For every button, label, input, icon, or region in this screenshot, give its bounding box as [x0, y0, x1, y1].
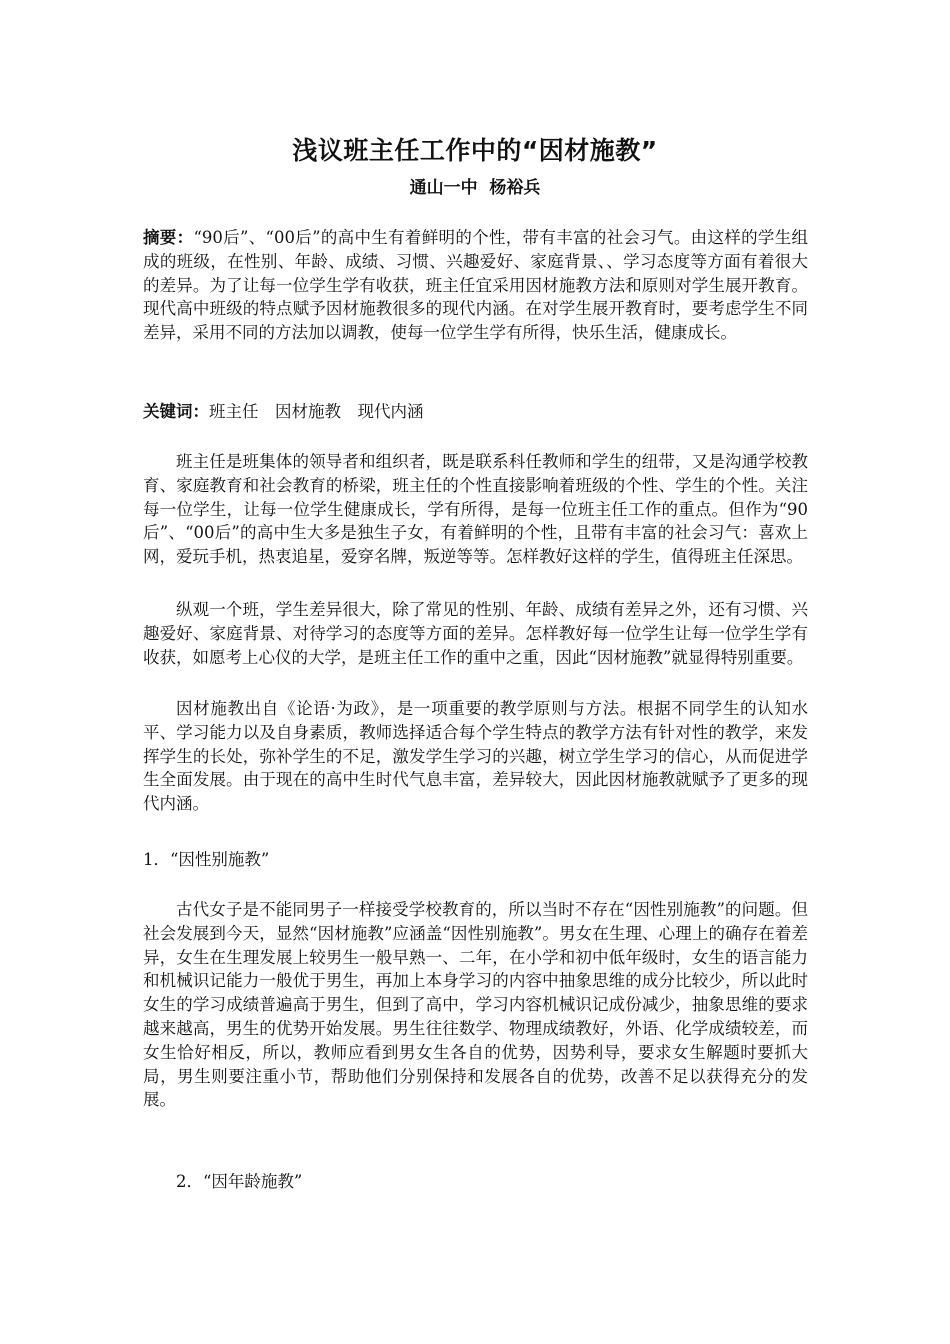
- body-paragraph: 因材施教出自《论语·为政》，是一项重要的教学原则与方法。根据不同学生的认知水平、学习能力以及自身素质，教师选择适合每个学生特点的教学方法有针对性的教学，来发挥学生的长处，弥补学生的不足，激发学生学习的兴趣，树立学生学习的信心，从而促进学生全面发展。由于现在的高中生时代气息丰富，差异较大，因此因材施教就赋予了更多的现代内涵。: [143, 699, 808, 814]
- keyword-term: 现代内涵: [357, 402, 424, 421]
- section-heading: 1．“因性别施教”: [143, 850, 270, 869]
- keyword-term: 因材施教: [275, 402, 341, 421]
- abstract-paragraph: [143, 226, 808, 345]
- keywords-label: 关键词：: [143, 402, 209, 421]
- body-paragraph: 班主任是班集体的领导者和组织者，既是联系科任教师和学生的纽带，又是沟通学校教育、家庭教育和社会教育的桥梁，班主任的个性直接影响着班级的个性、学生的个性。关注每一位学生，让每一位学生健康成长，学有所得，是每一位班主任工作的重点。但作为“90后”、“00后”的高中生大多是独生子女，有着鲜明的个性，且带有丰富的社会习气：喜欢上网，爱玩手机，热衷追星，爱穿名牌，叛逆等等。怎样教好这样的学生，值得班主任深思。: [143, 452, 808, 567]
- section-heading: 2．“因年龄施教”: [176, 1172, 303, 1191]
- body-paragraph: 纵观一个班，学生差异很大，除了常见的性别、年龄、成绩有差异之外，还有习惯、兴趣爱好、家庭背景、对待学习的态度等方面的差异。怎样教好每一位学生让每一位学生学有收获，如愿考上心仪的大学，是班主任工作的重中之重，因此“因材施教”就显得特别重要。: [143, 600, 808, 667]
- author-line: 通山一中 杨裕兵: [409, 178, 541, 198]
- section-paragraph: 古代女子是不能同男子一样接受学校教育的，所以当时不存在“因性别施教”的问题。但社会发展到今天，显然“因材施教”应涵盖“因性别施教”。男女在生理、心理上的确存在着差异，女生在生理发展上较男生一般早熟一、二年，在小学和初中低年级时，女生的语言能力和机械识记能力一般优于男生，再加上本身学习的内容中抽象思维的成分比较少，所以此时女生的学习成绩普遍高于男生，但到了高中，学习内容机械识记成份减少，抽象思维的要求越来越高，男生的优势开始发展。男生往往数学、物理成绩教好，外语、化学成绩较差，而女生恰好相反，所以，教师应看到男女生各自的优势，因势利导，要求女生解题时要抓大局，男生则要注重小节，帮助他们分别保持和发展各自的优势，改善不足以获得充分的发展。: [143, 900, 808, 1110]
- document-title: 浅议班主任工作中的“因材施教”: [292, 136, 658, 165]
- keyword-term: 班主任: [209, 402, 259, 421]
- abstract-text: “90后”、“00后”的高中生有着鲜明的个性，带有丰富的社会习气。由这样的学生组成的班级，在性别、年龄、成绩、习惯、兴趣爱好、家庭背景、、学习态度等方面有着很大的差异。为了让每一位学生学有收获，班主任宜采用因材施教方法和原则对学生展开教育。现代高中班级的特点赋予因材施教很多的现代内涵。在对学生展开教育时，要考虑学生不同差异，采用不同的方法加以调教，使每一位学生学有所得，快乐生活，健康成长。: [143, 228, 809, 343]
- keywords-line: [143, 400, 808, 424]
- abstract-label: 摘要：: [143, 228, 194, 247]
